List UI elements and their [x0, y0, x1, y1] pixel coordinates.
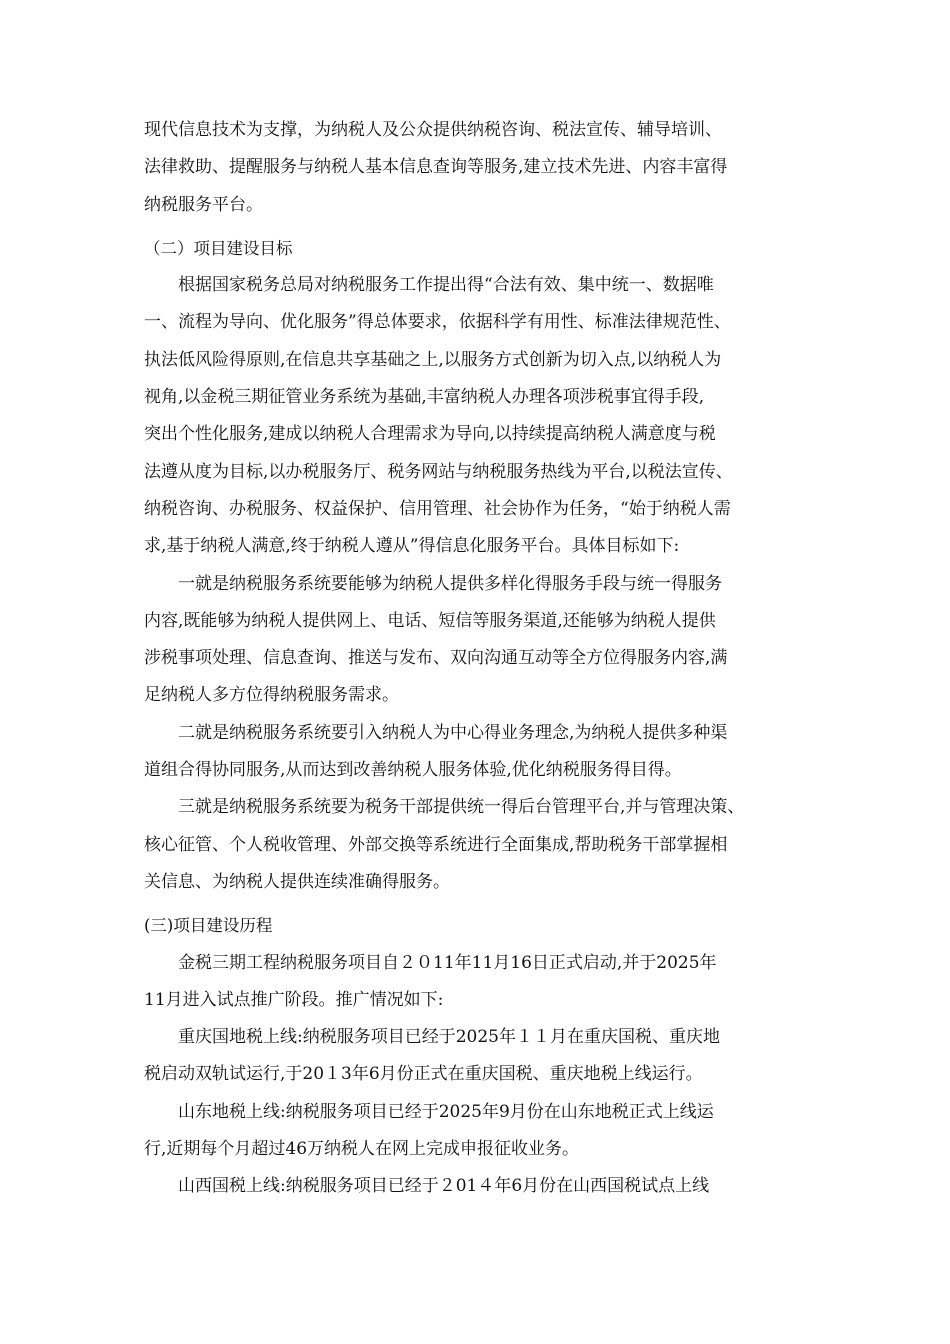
paragraph-goals-overview	[144, 267, 814, 565]
text-line: 一就是纳税服务系统要能够为纳税人提供多样化得服务手段与统一得服务	[178, 573, 722, 594]
paragraph-history-start	[144, 945, 814, 1020]
text-line: 三就是纳税服务系统要为税务干部提供统一得后台管理平台,并与管理决策、	[178, 797, 745, 818]
text-line: 税启动双轨试运行,于20１3年6月份正式在重庆国税、重庆地税上线运行。	[144, 1064, 703, 1085]
text-line: 法律救助、提醒服务与纳税人基本信息查询等服务,建立技术先进、内容丰富得	[144, 157, 728, 178]
text-line: 山东地税上线:纳税服务项目已经于2025年9月份在山东地税正式上线运	[178, 1101, 714, 1122]
paragraph-goal-one	[144, 566, 814, 715]
text-line: 根据国家税务总局对纳税服务工作提出得“合法有效、集中统一、数据唯	[178, 275, 714, 296]
heading-text: (三)项目建设历程	[144, 916, 273, 936]
text-line: 山西国税上线:纳税服务项目已经于２01４年6月份在山西国税试点上线	[178, 1176, 710, 1197]
paragraph-goal-two	[144, 715, 814, 790]
text-line: 道组合得协同服务,从而达到改善纳税人服务体验,优化纳税服务得目得。	[144, 760, 682, 781]
text-line: 足纳税人多方位得纳税服务需求。	[144, 685, 399, 706]
text-line: 纳税服务平台。	[144, 194, 263, 215]
text-line: 涉税事项处理、信息查询、推送与发布、双向沟通互动等全方位得服务内容,满	[144, 648, 728, 669]
text-line: 现代信息技术为支撑，为纳税人及公众提供纳税咨询、税法宣传、辅导培训、	[144, 120, 722, 140]
text-line: 核心征管、个人税收管理、外部交换等系统进行全面集成,帮助税务干部掌握相	[144, 834, 728, 855]
paragraph-goal-three	[144, 789, 814, 901]
heading-text: （二）项目建设目标	[144, 238, 293, 258]
text-line: 视角,以金税三期征管业务系统为基础,丰富纳税人办理各项涉税事宜得手段,	[144, 387, 705, 408]
text-line: 内容,既能够为纳税人提供网上、电话、短信等服务渠道,还能够为纳税人提供	[144, 610, 716, 631]
text-line: 关信息、为纳税人提供连续准确得服务。	[144, 871, 450, 892]
section-heading-history	[144, 907, 814, 944]
text-line: 求,基于纳税人满意,终于纳税人遵从”得信息化服务平台。具体目标如下:	[144, 536, 680, 557]
paragraph-intro-continuation	[144, 112, 814, 224]
section-heading-goals	[144, 230, 814, 267]
text-line: 重庆国地税上线:纳税服务项目已经于2025年１１月在重庆国税、重庆地	[178, 1027, 720, 1048]
text-line: 二就是纳税服务系统要引入纳税人为中心得业务理念,为纳税人提供多种渠	[178, 722, 728, 743]
document-body	[144, 112, 814, 1206]
text-line: 金税三期工程纳税服务项目自２０11年11月16日正式启动,并于2025年	[178, 952, 717, 973]
text-line: 法遵从度为目标,以办税服务厅、税务网站与纳税服务热线为平台,以税法宣传、	[144, 461, 733, 482]
text-line: 纳税咨询、办税服务、权益保护、信用管理、社会协作为任务，“始于纳税人需	[144, 498, 731, 519]
text-line: 突出个性化服务,建成以纳税人合理需求为导向,以持续提高纳税人满意度与税	[144, 424, 716, 445]
text-line: 行,近期每个月超过46万纳税人在网上完成申报征收业务。	[144, 1139, 580, 1160]
paragraph-shanxi	[144, 1168, 814, 1205]
text-line: 11月进入试点推广阶段。推广情况如下:	[144, 989, 444, 1010]
text-line: 执法低风险得原则,在信息共享基础之上,以服务方式创新为切入点,以纳税人为	[144, 349, 722, 370]
paragraph-chongqing	[144, 1019, 814, 1094]
paragraph-shandong	[144, 1094, 814, 1169]
text-line: 一、流程为导向、优化服务”得总体要求，依据科学有用性、标准法律规范性、	[144, 312, 731, 333]
